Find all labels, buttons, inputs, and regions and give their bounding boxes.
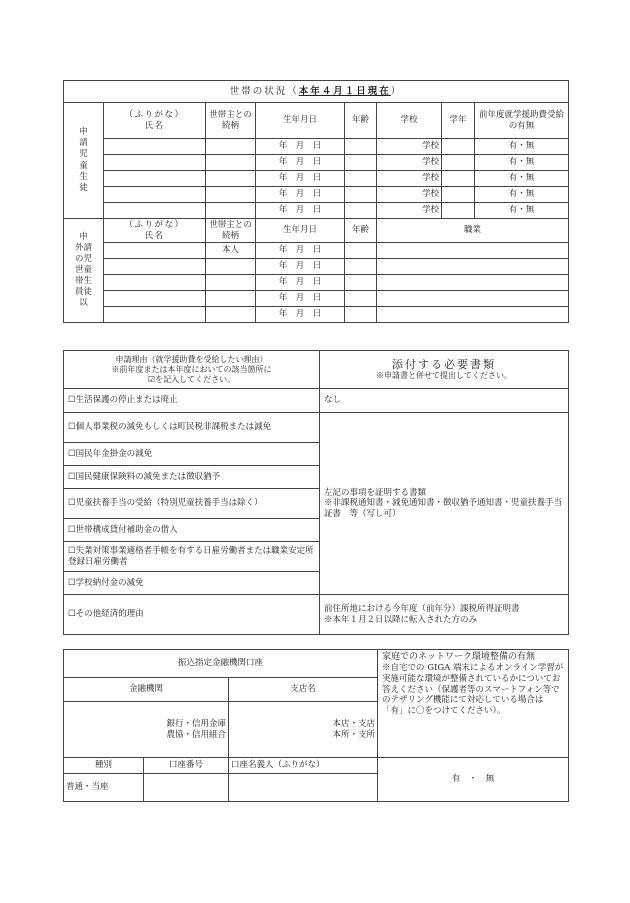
relation-cell[interactable] bbox=[206, 307, 256, 323]
col-relation: 世帯主との続柄 bbox=[206, 103, 256, 139]
relation-cell[interactable] bbox=[206, 171, 256, 187]
age-cell[interactable] bbox=[345, 187, 377, 203]
network-question: 家庭でのネットワーク環境整備の有無 ※自宅での GIGA 端末によるオンライン学習が実施可能な環境が整備されているかについてお答えください（保護者等のスマートフォン等でのテザリング機能にて対応している場合は「有」に〇をつけてください）。 bbox=[378, 650, 569, 758]
school-cell[interactable]: 学校 bbox=[377, 171, 442, 187]
type-cell[interactable]: 普通・当座 bbox=[64, 774, 144, 802]
institution-cell[interactable]: 銀行・信用金庫 農協・信用組合 bbox=[64, 702, 229, 758]
reason-checkbox[interactable]: ☐個人事業税の減免もしくは町民税非課税または減免 bbox=[64, 413, 320, 443]
col-branch: 支店名 bbox=[229, 678, 378, 702]
age-cell[interactable] bbox=[345, 243, 377, 259]
age-cell[interactable] bbox=[345, 291, 377, 307]
network-answer[interactable]: 有 ・ 無 bbox=[378, 758, 569, 802]
aid-cell[interactable]: 有・無 bbox=[475, 187, 569, 203]
table-row bbox=[64, 139, 569, 155]
col-age: 年齢 bbox=[345, 103, 377, 139]
school-cell[interactable]: 学校 bbox=[377, 139, 442, 155]
reason-checkbox[interactable]: ☐その他経済的理由 bbox=[64, 595, 320, 635]
age-cell[interactable] bbox=[345, 259, 377, 275]
table-row bbox=[64, 291, 569, 307]
table-row bbox=[64, 171, 569, 187]
grade-cell[interactable] bbox=[442, 187, 475, 203]
doc-cert: 左記の事項を証明する書類 ※非課税通知書・減免通知書・徴収猶予通知書・児童扶養手当証書 等（写し可） bbox=[320, 413, 569, 595]
name-cell[interactable] bbox=[104, 275, 206, 291]
bank-table bbox=[63, 649, 378, 802]
job-cell[interactable] bbox=[377, 259, 569, 275]
table-row bbox=[64, 155, 569, 171]
col-holder: 口座名義人（ふりがな） bbox=[229, 758, 378, 774]
col-account-no: 口座番号 bbox=[144, 758, 229, 774]
relation-cell: 本人 bbox=[206, 243, 256, 259]
birth-cell[interactable]: 年 月 日 bbox=[256, 203, 345, 219]
age-cell[interactable] bbox=[345, 203, 377, 219]
col-age-2: 年齢 bbox=[345, 219, 377, 243]
job-cell[interactable] bbox=[377, 291, 569, 307]
name-cell[interactable] bbox=[104, 243, 206, 259]
col-name: （ふりがな） 氏名 bbox=[104, 103, 206, 139]
name-cell[interactable] bbox=[104, 307, 206, 323]
aid-cell[interactable]: 有・無 bbox=[475, 171, 569, 187]
name-cell[interactable] bbox=[104, 171, 206, 187]
reason-checkbox[interactable]: ☐世帯構成貸付補助金の借入 bbox=[64, 519, 320, 542]
household-title: 世帯の状況（本年４月１日現在） bbox=[64, 81, 569, 103]
relation-cell[interactable] bbox=[206, 275, 256, 291]
job-cell[interactable] bbox=[377, 275, 569, 291]
applicant-label: 申 請 児 童 生 徒 bbox=[64, 103, 104, 219]
table-row bbox=[64, 275, 569, 291]
reasons-header: 申請理由（就学援助費を受給したい理由） ※前年度または本年度においての該当箇所に ☑を記入してください。 bbox=[64, 351, 320, 389]
grade-cell[interactable] bbox=[442, 171, 475, 187]
holder-cell[interactable] bbox=[229, 774, 378, 802]
age-cell[interactable] bbox=[345, 171, 377, 187]
name-cell[interactable] bbox=[104, 139, 206, 155]
grade-cell[interactable] bbox=[442, 139, 475, 155]
col-job: 職業 bbox=[377, 219, 569, 243]
table-row bbox=[64, 203, 569, 219]
relation-cell[interactable] bbox=[206, 259, 256, 275]
col-aid: 前年度就学援助費受給の有無 bbox=[475, 103, 569, 139]
age-cell[interactable] bbox=[345, 275, 377, 291]
birth-cell[interactable]: 年 月 日 bbox=[256, 307, 345, 323]
school-cell[interactable]: 学校 bbox=[377, 203, 442, 219]
reason-checkbox[interactable]: ☐国民健康保険料の減免または徴収猶予 bbox=[64, 466, 320, 489]
doc-none: なし bbox=[320, 389, 569, 413]
branch-cell[interactable]: 本店・支店 本所・支所 bbox=[229, 702, 378, 758]
reason-checkbox[interactable]: ☐児童扶養手当の受給（特別児童扶養手当は除く） bbox=[64, 489, 320, 519]
col-type: 種別 bbox=[64, 758, 144, 774]
aid-cell[interactable]: 有・無 bbox=[475, 155, 569, 171]
table-row bbox=[64, 243, 569, 259]
age-cell[interactable] bbox=[345, 155, 377, 171]
reason-checkbox[interactable]: ☐失業対策事業適格者手帳を有する日雇労働者または職業安定所登録日雇労働者 bbox=[64, 542, 320, 572]
grade-cell[interactable] bbox=[442, 155, 475, 171]
col-birth-2: 生年月日 bbox=[256, 219, 345, 243]
birth-cell[interactable]: 年 月 日 bbox=[256, 243, 345, 259]
age-cell[interactable] bbox=[345, 307, 377, 323]
aid-cell[interactable]: 有・無 bbox=[475, 203, 569, 219]
name-cell[interactable] bbox=[104, 187, 206, 203]
reasons-table bbox=[63, 350, 569, 635]
aid-cell[interactable]: 有・無 bbox=[475, 139, 569, 155]
relation-cell[interactable] bbox=[206, 155, 256, 171]
doc-tax: 前住所地における今年度（前年分）課税所得証明書 ※本年１月２日以降に転入された方のみ bbox=[320, 595, 569, 635]
bank-header: 振込指定金融機関口座 bbox=[64, 650, 378, 678]
job-cell[interactable] bbox=[377, 243, 569, 259]
table-row bbox=[64, 187, 569, 203]
col-name-2: （ふりがな） 氏名 bbox=[104, 219, 206, 243]
relation-cell[interactable] bbox=[206, 203, 256, 219]
col-institution: 金融機関 bbox=[64, 678, 229, 702]
relation-cell[interactable] bbox=[206, 139, 256, 155]
name-cell[interactable] bbox=[104, 155, 206, 171]
birth-cell[interactable]: 年 月 日 bbox=[256, 259, 345, 275]
birth-cell[interactable]: 年 月 日 bbox=[256, 139, 345, 155]
birth-cell[interactable]: 年 月 日 bbox=[256, 187, 345, 203]
birth-cell[interactable]: 年 月 日 bbox=[256, 275, 345, 291]
name-cell[interactable] bbox=[104, 259, 206, 275]
reason-checkbox[interactable]: ☐学校納付金の減免 bbox=[64, 572, 320, 595]
col-grade: 学年 bbox=[442, 103, 475, 139]
relation-cell[interactable] bbox=[206, 291, 256, 307]
col-relation-2: 世帯主との続柄 bbox=[206, 219, 256, 243]
network-table bbox=[377, 649, 569, 802]
col-school: 学校 bbox=[377, 103, 442, 139]
table-row bbox=[64, 259, 569, 275]
account-no-cell[interactable] bbox=[144, 774, 229, 802]
school-cell[interactable]: 学校 bbox=[377, 187, 442, 203]
reason-checkbox[interactable]: ☐生活保護の停止または廃止 bbox=[64, 389, 320, 413]
name-cell[interactable] bbox=[104, 291, 206, 307]
reason-checkbox[interactable]: ☐国民年金掛金の減免 bbox=[64, 443, 320, 466]
birth-cell[interactable]: 年 月 日 bbox=[256, 171, 345, 187]
table-row bbox=[64, 307, 569, 323]
col-birth: 生年月日 bbox=[256, 103, 345, 139]
age-cell[interactable] bbox=[345, 139, 377, 155]
relation-cell[interactable] bbox=[206, 187, 256, 203]
birth-cell[interactable]: 年 月 日 bbox=[256, 155, 345, 171]
docs-header: 添付する必要書類 ※申請書と併せて提出してください。 bbox=[320, 351, 569, 389]
birth-cell[interactable]: 年 月 日 bbox=[256, 291, 345, 307]
others-label: 申 外請 の児 世童 帯生 員徒 以 bbox=[64, 219, 104, 323]
school-cell[interactable]: 学校 bbox=[377, 155, 442, 171]
household-table bbox=[63, 80, 569, 323]
grade-cell[interactable] bbox=[442, 203, 475, 219]
name-cell[interactable] bbox=[104, 203, 206, 219]
job-cell[interactable] bbox=[377, 307, 569, 323]
